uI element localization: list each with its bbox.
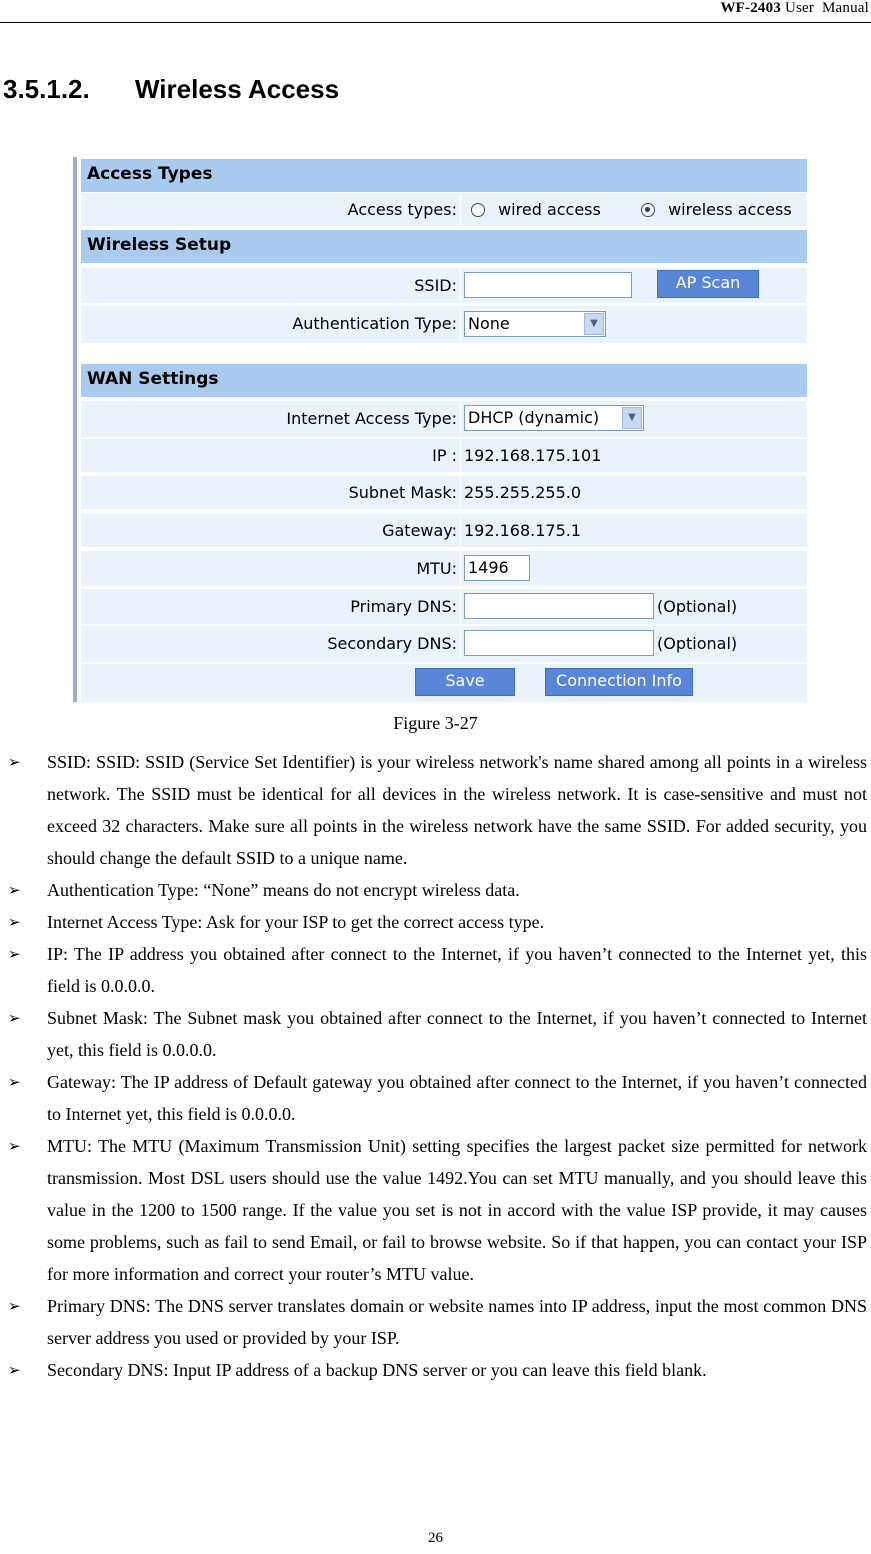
list-item-text: Internet Access Type: Ask for your ISP to get the correct access type. [47,912,545,932]
wireless-setup-header: Wireless Setup [81,230,807,263]
row-divider [460,193,461,226]
list-item-text: Subnet Mask: The Subnet mask you obtained after connect to the Internet, if you haven’t connected to Internet yet, this field is 0.0.0.0. [47,1008,867,1060]
wireless-access-label: wireless access [668,200,792,219]
bullet-arrow-icon: ➢ [8,913,21,931]
list-item [0,874,871,906]
save-button[interactable]: Save [415,668,515,696]
connection-info-button[interactable]: Connection Info [545,668,693,696]
header-model: WF-2403 [720,0,781,16]
ssid-input[interactable] [464,272,632,298]
internet-access-label: Internet Access Type: [286,409,457,428]
row-divider [460,439,461,472]
section-title [3,74,339,105]
secondary-dns-row [81,625,807,662]
list-item [0,938,871,1002]
primary-dns-label: Primary DNS: [350,597,457,616]
wireless-access-option[interactable] [641,193,792,226]
list-item [0,1002,871,1066]
page-number: 26 [428,1530,443,1546]
internet-access-row [81,400,807,437]
section-heading: Wireless Access [135,74,340,104]
description-list [0,746,871,1386]
secondary-dns-note: (Optional) [657,634,738,653]
authentication-value: None [468,314,510,333]
authentication-select[interactable] [464,311,606,337]
subnet-value: 255.255.255.0 [464,483,582,502]
gateway-label: Gateway: [382,521,457,540]
bullet-arrow-icon: ➢ [8,1009,21,1027]
mtu-input[interactable]: 1496 [464,555,530,581]
row-divider [460,401,461,437]
list-item [0,1354,871,1386]
row-divider [460,268,461,303]
secondary-dns-label: Secondary DNS: [327,634,457,653]
bullet-arrow-icon: ➢ [8,753,21,771]
wan-settings-header: WAN Settings [81,364,807,397]
header-rule [0,22,871,23]
gateway-value: 192.168.175.1 [464,521,582,540]
row-divider [460,306,461,343]
bullet-arrow-icon: ➢ [8,1361,21,1379]
row-divider [460,589,461,624]
section-number: 3.5.1.2. [3,74,90,104]
bullet-arrow-icon: ➢ [8,1137,21,1155]
wireless-access-radio[interactable] [641,203,655,217]
bullet-arrow-icon: ➢ [8,1073,21,1091]
ssid-label: SSID: [414,276,457,295]
subnet-label: Subnet Mask: [348,483,457,502]
list-item-text: Gateway: The IP address of Default gateway you obtained after connect to the Internet, if you haven’t connected to Internet yet, this field is 0.0.0.0. [47,1072,867,1124]
ip-value: 192.168.175.101 [464,446,602,465]
secondary-dns-input[interactable] [464,630,654,656]
row-divider [460,476,461,509]
primary-dns-input[interactable] [464,593,654,619]
wireless-access-panel [73,157,807,702]
internet-access-value: DHCP (dynamic) [468,408,600,427]
wired-access-option[interactable] [471,193,601,226]
ip-label: IP : [432,446,457,465]
list-item [0,1130,871,1290]
access-types-label: Access types: [347,200,457,219]
bullet-arrow-icon: ➢ [8,881,21,899]
chevron-down-icon[interactable]: ▼ [584,313,604,335]
button-row [81,663,807,702]
ssid-row [81,267,807,303]
header-title: User Manual [784,0,869,16]
list-item-text: SSID: SSID: SSID (Service Set Identifier) is your wireless network's name shared among all points in a wireless network. The SSID must be identical for all devices in the wireless network. It is case-sensitive and must not exceed 32 characters. Make sure all points in the wireless network have the same SSID. For added security, you should change the default SSID to a unique name. [47,752,867,868]
list-item-text: MTU: The MTU (Maximum Transmission Unit) setting specifies the largest packet size permitted for network transmission. Most DSL users should use the value 1492.You can set MTU manually, and you should leave this value in the 1200 to 1500 range. If the value you set is not in accord with the value ISP provide, it may causes some problems, such as fail to send Email, or fail to browse website. So if that happen, you can contact your ISP for more information and correct your router’s MTU value. [47,1136,867,1284]
chevron-down-icon[interactable]: ▼ [622,407,642,429]
primary-dns-row [81,588,807,624]
ap-scan-button[interactable]: AP Scan [657,270,759,298]
row-divider [460,626,461,662]
list-item-text: IP: The IP address you obtained after connect to the Internet, if you haven’t connected to the Internet yet, this field is 0.0.0.0. [47,944,867,996]
list-item-text: Authentication Type: “None” means do not encrypt wireless data. [47,880,520,900]
wired-access-label: wired access [498,200,601,219]
wired-access-radio[interactable] [471,203,485,217]
internet-access-select[interactable] [464,405,644,431]
figure-caption: Figure 3-27 [393,713,478,733]
list-item [0,906,871,938]
list-item [0,746,871,874]
authentication-row [81,305,807,343]
row-divider [460,551,461,586]
list-item [0,1290,871,1354]
mtu-row [81,550,807,586]
list-item [0,1066,871,1130]
list-item-text: Secondary DNS: Input IP address of a backup DNS server or you can leave this field blank. [47,1360,707,1380]
row-divider [460,514,461,547]
running-header [720,0,869,17]
ip-row [81,438,807,472]
authentication-label: Authentication Type: [292,314,457,333]
subnet-row [81,475,807,509]
access-types-header: Access Types [81,159,807,192]
bullet-arrow-icon: ➢ [8,1297,21,1315]
mtu-label: MTU: [416,559,457,578]
primary-dns-note: (Optional) [657,597,738,616]
gateway-row [81,513,807,547]
bullet-arrow-icon: ➢ [8,945,21,963]
access-types-row [81,192,807,226]
list-item-text: Primary DNS: The DNS server translates domain or website names into IP address, input the most common DNS server address you used or provided by your ISP. [47,1296,867,1348]
